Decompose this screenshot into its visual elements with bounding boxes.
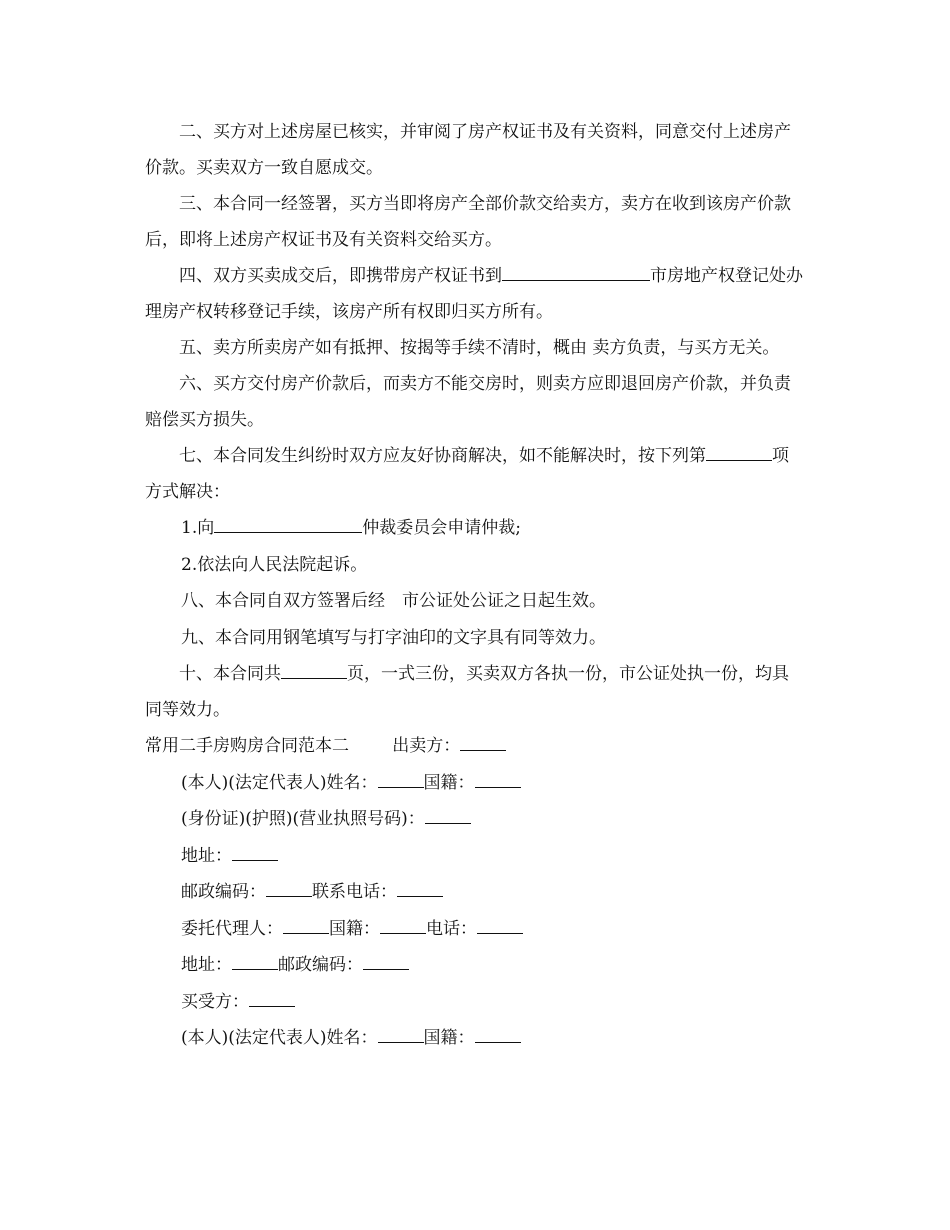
city-blank [502,266,650,281]
seller-address-line [145,838,805,875]
postcode-label: 邮政编码： [181,882,266,902]
clause-3: 三、本合同一经签署，买方当即将房产全部价款交给卖方，卖方在收到该房产价款后，即将上述房产权证书及有关资料交给买方。 [145,194,791,250]
seller-postcode-blank [266,882,312,897]
clause-10-start: 十、本合同共 [179,664,281,684]
clause-4-end: 市房地产权登记处办理房产权转移登记手续，该房产所有权即归买方所有。 [145,266,803,322]
buyer-name-line [145,1020,805,1057]
seller-contact-line [145,874,805,911]
seller-label: 出卖方： [392,736,461,756]
clause-2: 二、买方对上述房屋已核实，并审阅了房产权证书及有关资料，同意交付上述房产价款。买卖双方一致自愿成交。 [145,122,791,178]
id-label: (身份证)(护照)(营业执照号码)： [181,809,425,829]
name-label: (本人)(法定代表人)姓名： [181,772,378,793]
page-count-blank [281,664,347,679]
seller-id-blank [425,809,471,824]
method-number-blank [706,446,772,461]
buyer-name-blank [378,1028,424,1043]
agent-tel-blank [477,919,523,934]
agent-nationality-blank [380,919,426,934]
seller-phone-blank [397,882,443,897]
option-1-prefix: 1.向 [181,518,215,538]
clause-10 [145,656,805,728]
clause-4-start: 四、双方买卖成交后，即携带房产权证书到 [179,266,502,286]
clause-7-end: 项方式解决： [145,446,789,502]
buyer-nationality-label: 国籍： [423,1028,475,1048]
seller-name-line [145,765,805,802]
option-1 [145,510,805,547]
section-title: 常用二手房购房合同范本二 [145,736,349,756]
arbitration-committee-blank [214,518,362,533]
agent-tel-label: 电话： [426,918,477,939]
option-1-suffix: 仲裁委员会申请仲裁; [362,518,521,538]
buyer-blank [249,992,295,1007]
seller-nationality-blank [475,773,521,788]
buyer-line [145,984,805,1021]
clause-7-start: 七、本合同发生纠纷时双方应友好协商解决，如不能解决时，按下列第 [179,446,706,466]
clause-6: 六、买方交付房产价款后，而卖方不能交房时，则卖方应即退回房产价款，并负责赔偿买方损失。 [145,374,791,430]
agent-label: 委托代理人： [181,918,283,939]
seller-blank [460,736,506,751]
agent-postcode-label: 邮政编码： [278,955,363,975]
agent-address-line [145,947,805,984]
nationality-label: 国籍： [423,772,475,793]
phone-label: 联系电话： [312,882,397,902]
buyer-label: 买受方： [181,991,249,1012]
address-label: 地址： [181,845,232,866]
seller-id-line [145,801,805,838]
seller-name-blank [378,773,424,788]
buyer-nationality-blank [475,1028,521,1043]
seller-address-blank [232,846,278,861]
clause-10-end: 页，一式三份，买卖双方各执一份，市公证处执一份，均具同等效力。 [145,664,789,720]
clause-5: 五、卖方所卖房产如有抵押、按揭等手续不清时，概由 卖方负责，与买方无关。 [179,338,780,358]
clause-7 [145,438,805,510]
agent-postcode-blank [363,955,409,970]
clause-9: 九、本合同用钢笔填写与打字油印的文字具有同等效力。 [181,627,606,648]
agent-nationality-label: 国籍： [329,918,380,939]
section-title-line [145,728,805,765]
option-2: 2.依法向人民法院起诉。 [181,554,368,575]
agent-address-label: 地址： [181,955,232,975]
clause-4 [145,258,805,330]
agent-line [145,911,805,948]
agent-name-blank [283,919,329,934]
buyer-name-label: (本人)(法定代表人)姓名： [181,1028,378,1048]
contract-body [145,114,805,1057]
clause-8: 八、本合同自双方签署后经 市公证处公证之日起生效。 [181,591,606,611]
agent-address-blank [232,955,278,970]
